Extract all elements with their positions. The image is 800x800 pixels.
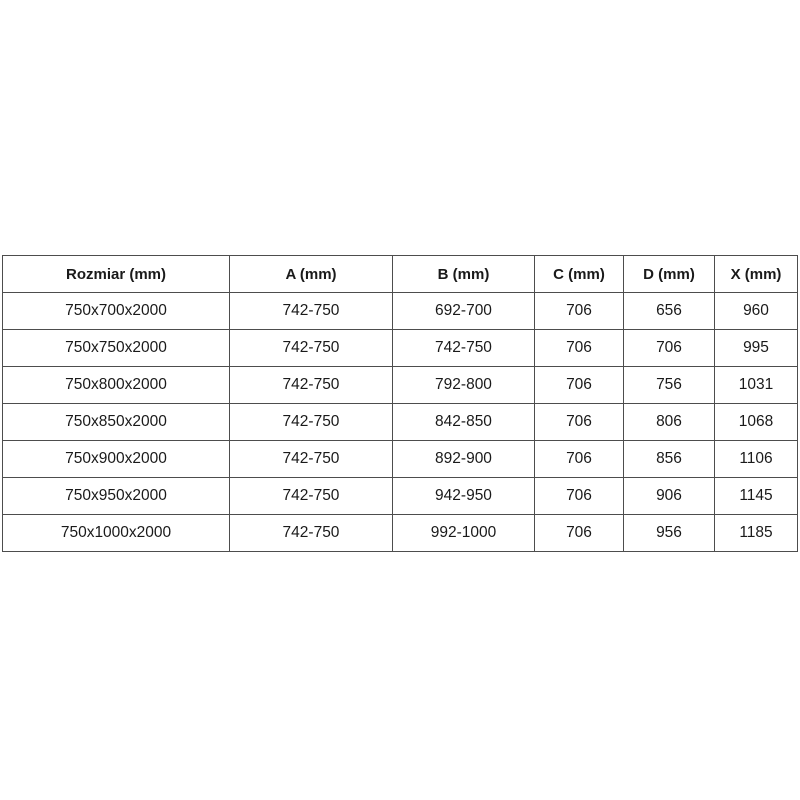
cell-x: 995 <box>715 330 798 367</box>
cell-c: 706 <box>535 478 624 515</box>
dimensions-table <box>2 255 798 552</box>
cell-x: 1185 <box>715 515 798 552</box>
cell-b: 842-850 <box>393 404 535 441</box>
cell-b: 942-950 <box>393 478 535 515</box>
cell-a: 742-750 <box>230 330 393 367</box>
cell-b: 992-1000 <box>393 515 535 552</box>
table-row <box>3 367 798 404</box>
cell-d: 756 <box>624 367 715 404</box>
cell-x: 1068 <box>715 404 798 441</box>
cell-c: 706 <box>535 330 624 367</box>
column-header-b: B (mm) <box>393 256 535 293</box>
column-header-d: D (mm) <box>624 256 715 293</box>
dimensions-table-container <box>2 255 797 552</box>
cell-d: 956 <box>624 515 715 552</box>
cell-x: 960 <box>715 293 798 330</box>
cell-c: 706 <box>535 515 624 552</box>
cell-size: 750x800x2000 <box>3 367 230 404</box>
cell-a: 742-750 <box>230 515 393 552</box>
cell-size: 750x700x2000 <box>3 293 230 330</box>
cell-x: 1031 <box>715 367 798 404</box>
table-row <box>3 478 798 515</box>
cell-x: 1106 <box>715 441 798 478</box>
cell-d: 806 <box>624 404 715 441</box>
cell-x: 1145 <box>715 478 798 515</box>
column-header-x: X (mm) <box>715 256 798 293</box>
cell-size: 750x750x2000 <box>3 330 230 367</box>
table-row <box>3 404 798 441</box>
cell-d: 856 <box>624 441 715 478</box>
cell-c: 706 <box>535 293 624 330</box>
cell-b: 692-700 <box>393 293 535 330</box>
cell-d: 706 <box>624 330 715 367</box>
cell-a: 742-750 <box>230 478 393 515</box>
column-header-c: C (mm) <box>535 256 624 293</box>
cell-a: 742-750 <box>230 404 393 441</box>
cell-c: 706 <box>535 367 624 404</box>
table-row <box>3 330 798 367</box>
cell-size: 750x850x2000 <box>3 404 230 441</box>
cell-c: 706 <box>535 404 624 441</box>
cell-size: 750x900x2000 <box>3 441 230 478</box>
table-row <box>3 441 798 478</box>
cell-b: 792-800 <box>393 367 535 404</box>
table-row <box>3 293 798 330</box>
table-row <box>3 515 798 552</box>
cell-size: 750x1000x2000 <box>3 515 230 552</box>
cell-d: 906 <box>624 478 715 515</box>
column-header-a: A (mm) <box>230 256 393 293</box>
column-header-rozmiar: Rozmiar (mm) <box>3 256 230 293</box>
cell-c: 706 <box>535 441 624 478</box>
cell-a: 742-750 <box>230 293 393 330</box>
cell-a: 742-750 <box>230 367 393 404</box>
cell-a: 742-750 <box>230 441 393 478</box>
cell-b: 892-900 <box>393 441 535 478</box>
cell-b: 742-750 <box>393 330 535 367</box>
cell-size: 750x950x2000 <box>3 478 230 515</box>
header-row <box>3 256 798 293</box>
cell-d: 656 <box>624 293 715 330</box>
